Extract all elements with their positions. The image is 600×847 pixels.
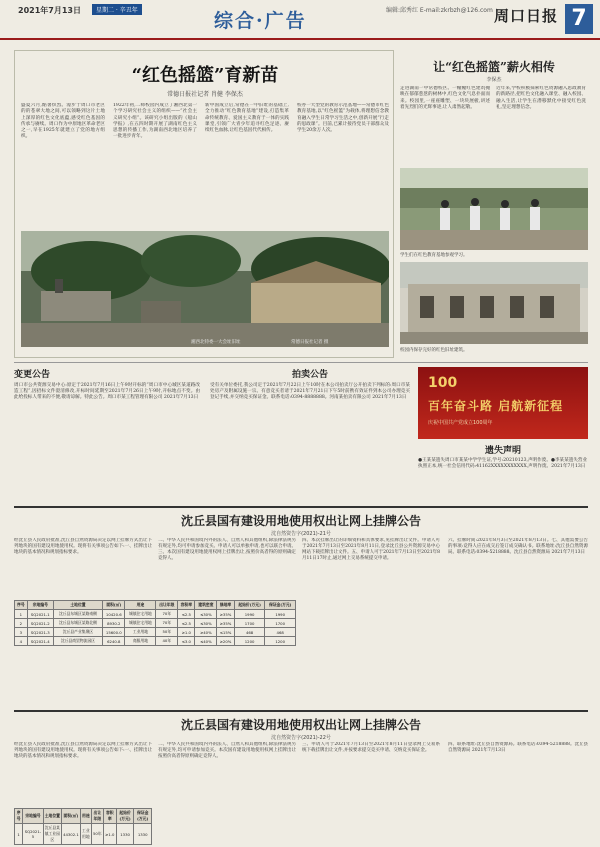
table-header-cell: 土地位置 xyxy=(43,809,61,824)
table-row xyxy=(15,824,152,845)
table-row xyxy=(15,628,296,637)
table-header-cell: 土地位置 xyxy=(53,601,102,610)
table-cell: ≤30% xyxy=(195,610,217,619)
announcement-2-contact: 四、联系地址:沈丘县自然资源局。联系电话:0394-5218888。沈丘县自然资源局 2021年7月13日 xyxy=(448,742,588,753)
weekday-badge: 星期二 · 辛丑年 xyxy=(92,4,142,15)
table-cell: 工业用地 xyxy=(125,628,156,637)
ad-title: 百年奋斗路 启航新征程 xyxy=(428,399,564,413)
table-cell: 1 xyxy=(15,610,28,619)
table-cell: 1200 xyxy=(234,637,265,646)
table-header-cell: 容积率 xyxy=(103,809,116,824)
announcement-1-intro: 经沈丘县人民政府批准,沈丘县自然资源局决定以网上挂牌方式出让下列地块的国有建设用地使用权。现将有关事项公告如下:一、挂牌出让地块的基本情况和规划指标要求。 xyxy=(14,538,152,555)
change-notice-title: 变更公告 xyxy=(14,370,51,380)
land-parcel-table-1 xyxy=(14,600,296,646)
feature-column-3: 新中国成立后,常德在一中旧址的基础上,全力推动“红色教育基地”建设,打造集革命传统教育、爱国主义教育于一体的实践课堂,引领广大青少年追寻红色足迹、赓续红色血脉,让红色基因代代相传。 xyxy=(205,103,289,134)
table-cell: 城镇住宅用地 xyxy=(125,610,156,619)
ad-number: 100 xyxy=(428,375,458,391)
table-cell: 50年 xyxy=(91,824,103,845)
announcement-1-rules: 二、中华人民共和国境内外的法人、自然人和其他组织,除法律法规另有规定外,均可申请参加竞买。申请人可以单独申请,也可以联合申请。三、本次国有建设用地使用权网上挂牌出让,按照价高者得的原则确定竞得人。 xyxy=(158,538,296,561)
table-cell: ≤2.5 xyxy=(178,610,195,619)
table-cell: ≥1.0 xyxy=(103,824,116,845)
land-auction-announcement-1 xyxy=(14,506,588,706)
table-header-cell: 起始价(万元) xyxy=(234,601,265,610)
table-cell: ≤30% xyxy=(195,619,217,628)
table-header-cell: 起始价(万元) xyxy=(116,809,134,824)
table-cell: 1990 xyxy=(265,610,296,619)
table-header-cell: 建筑密度 xyxy=(195,601,217,610)
table-cell: 沈丘县某镇工业园区 xyxy=(43,824,61,845)
table-cell: 50年 xyxy=(156,628,178,637)
loss-statement xyxy=(418,443,588,503)
announcement-2-rules: 二、中华人民共和国境内外的法人、自然人和其他组织,除法律法规另有规定外,均可申请参加竞买。本次国有建设用地使用权网上挂牌出让按照价高者得原则确定竞得人。 xyxy=(158,742,296,759)
announcement-1-table-wrap xyxy=(14,600,296,646)
announcement-2-intro: 经沈丘县人民政府批准,沈丘县自然资源局决定以网上挂牌方式出让下列地块的国有建设用地使用权。现将有关事项公告如下:一、挂牌出让地块的基本情况和规划指标要求。 xyxy=(14,742,152,759)
feature-column-1: 盛夏六月,酷暑炽烈。漫步于周口市老区的的苍翠大地之间,可以领略到这片土地上深厚的红色文化底蕴,感受红色基因的传承与赓续。周口作为中原地区革命老区之一,早在1925年就建立了党的地方组织。 xyxy=(21,103,105,140)
side-photo-building xyxy=(400,262,588,344)
feature-column-2: 1922年初,二师校园内成立了湘西北第一个学习研究社会主义的组织——“社会主义研究小组”。该研究小组出版的《船山学报》,在五四时期开展了湖南红色主义思想的传播工作,为湖南西北地区培养了一批进步青年。 xyxy=(113,103,197,140)
land-parcel-table-2 xyxy=(14,808,152,845)
page-number: 7 xyxy=(565,4,593,34)
announcement-2-number: 沈自然资告字(2021)-22号 xyxy=(271,735,331,741)
table-header-cell: 序号 xyxy=(15,809,23,824)
table-cell: 沈丘县商贸物流园区 xyxy=(53,637,102,646)
announcement-1-number: 沈自然资告字(2021)-21号 xyxy=(271,531,331,537)
feature-column-4: 校办一大型党的教育示范基地——常德市红色教育基地,以“红色摇篮”为载体,将理想信念教育融入学生日常学习生活之中,创新开展“行走的思政课”。目前,已累计接待党员干部群众及学生20余万人次。 xyxy=(297,103,389,134)
table-cell: 1330 xyxy=(134,824,152,845)
auction-notice-body: 受有关单位委托,我公司定于2021年7月22日上午10时在本公司拍卖厅公开拍卖下列标的:周口市某处房产及附属设施一宗。有意竞买者请于2021年7月21日下午5时前携有效证件到本公司办理竞买登记手续,并交纳竞买保证金。联系电话:0394-8888888。河南某拍卖有限公司 2021年7月13日 xyxy=(210,383,410,401)
table-cell: SQ2021-2 xyxy=(27,619,53,628)
table-cell: 1990 xyxy=(234,610,265,619)
table-row xyxy=(15,637,296,646)
main-feature-article xyxy=(14,50,394,358)
change-notice xyxy=(14,367,200,503)
side-photo-caption-2: 校园内保存完好的红色旧址建筑。 xyxy=(400,348,468,353)
table-cell: ≤3.0 xyxy=(178,637,195,646)
table-cell: ≤15% xyxy=(217,628,235,637)
table-cell: ≥1.0 xyxy=(178,628,195,637)
table-cell: 1700 xyxy=(265,619,296,628)
loss-statement-body: ●王某某遗失周口市某某中学学生证,学号:20210123,声明作废。●李某某遗失营业执照正本,统一社会信用代码:41162XXXXXXXXXXX,声明作废。2021年7月13日 xyxy=(418,458,588,470)
side-feature-intro: 走进湖南一中常德校区。一幢幢红色建筑掩映在郁郁葱葱的树林中,红色文化气息扑面而来。校园里,一座座雕塑、一块块展板,讲述着先烈们的光辉事迹,让人肃然起敬。 xyxy=(400,86,490,110)
side-feature-para: 近年来,学校积极探索红色资源融入思政教育的新路径,把红色文化融入课堂、融入校园、融入生活,让学生在潜移默化中接受红色洗礼,坚定理想信念。 xyxy=(496,86,586,110)
table-cell: 70年 xyxy=(156,619,178,628)
table-cell: ≥35% xyxy=(217,610,235,619)
table-cell: SQ2021-4 xyxy=(27,637,53,646)
side-feature-byline: 李保杰 xyxy=(486,77,502,83)
table-cell: 工业用地 xyxy=(80,824,91,845)
table-cell: SQ2021-5 xyxy=(23,824,43,845)
table-header-cell: 面积(㎡) xyxy=(62,809,81,824)
announcement-1-contact: 六、挂牌时间:2021年8月3日至2021年8月13日。七、其他需要公告的事项:竞得人应在成交后签订成交确认书。联系地址:沈丘县自然资源局。联系电话:0394-5218888。沈丘县自然资源局 2021年7月13日 xyxy=(448,538,588,555)
table-cell: 1330 xyxy=(116,824,134,845)
table-cell: ≥20% xyxy=(217,637,235,646)
table-cell: 2 xyxy=(15,619,28,628)
auction-notice xyxy=(210,367,410,503)
table-cell: 1 xyxy=(15,824,23,845)
table-cell: 商服用地 xyxy=(125,637,156,646)
table-header-cell: 宗地编号 xyxy=(23,809,43,824)
table-header-cell: 保证金(万元) xyxy=(134,809,152,824)
land-auction-announcement-2 xyxy=(14,710,588,843)
table-cell: 10420.6 xyxy=(103,610,125,619)
announcement-1-title: 沈丘县国有建设用地使用权出让网上挂牌公告 xyxy=(180,514,421,528)
table-cell: 沈丘县产业集聚区 xyxy=(53,628,102,637)
table-cell: 44302.1 xyxy=(62,824,81,845)
table-cell: 1200 xyxy=(265,637,296,646)
feature-photo-caption: 湘西北特委一大会址旧址 xyxy=(191,340,241,345)
table-row xyxy=(15,610,296,619)
table-cell: SQ2021-3 xyxy=(27,628,53,637)
auction-notice-title: 拍卖公告 xyxy=(291,370,328,380)
side-feature-article xyxy=(400,50,588,358)
table-cell: 468 xyxy=(234,628,265,637)
feature-photo-credit: 常德日报社记者 摄 xyxy=(291,340,329,345)
table-cell: 6240.8 xyxy=(103,637,125,646)
ad-subtitle: 庆祝中国共产党成立100周年 xyxy=(428,420,493,426)
change-notice-body: 周口市公共资源交易中心:原定于2021年7月16日上午9时开标的“周口市中心城区某道路改造工程”,因招标文件澄清修改,开标时间延期至2021年7月26日上午9时,开标地点不变。由此给投标人带来的不便,敬请谅解。特此公告。周口市某工程管理有限公司 2021年7月13日 xyxy=(14,383,200,401)
announcement-1-online: 四、本次挂牌出让的详细资料和具体要求,见挂牌出让文件。申请人可于2021年7月13日至2021年8月11日,登录沈丘县公共资源交易中心网站下载挂牌出让文件。五、申请人可于2021年7月13日至2021年8月11日17时止,通过网上交易系统提交申请。 xyxy=(302,538,440,561)
side-photo-caption-1: 学生们在红色教育基地参观学习。 xyxy=(400,253,468,258)
memorial-site-image xyxy=(21,231,389,347)
table-header-cell: 出让年限 xyxy=(156,601,178,610)
editor-info: 编辑:邱秀红 E-mail:zkrbzh@126.com xyxy=(386,7,493,14)
table-header-cell: 用途 xyxy=(80,809,91,824)
table-cell: ≥40% xyxy=(195,628,217,637)
table-cell: 70年 xyxy=(156,610,178,619)
table-cell: ≥35% xyxy=(217,619,235,628)
feature-title: “红色摇篮”育新苗 xyxy=(131,65,279,86)
centennial-advertisement xyxy=(418,367,588,439)
table-header-cell: 出让年限 xyxy=(91,809,103,824)
section-title: 综合·广告 xyxy=(214,10,307,32)
announcement-2-title: 沈丘县国有建设用地使用权出让网上挂牌公告 xyxy=(180,718,421,732)
table-header-cell: 面积(㎡) xyxy=(103,601,125,610)
table-cell: ≤40% xyxy=(195,637,217,646)
table-cell: SQ2021-1 xyxy=(27,610,53,619)
table-cell: ≤2.5 xyxy=(178,619,195,628)
table-cell: 468 xyxy=(265,628,296,637)
table-header-cell: 宗地编号 xyxy=(27,601,53,610)
side-photo-students xyxy=(400,168,588,250)
table-header-cell: 容积率 xyxy=(178,601,195,610)
announcement-2-online: 三、申请人可于2021年7月13日至2021年8月11日登录网上交易系统下载挂牌出让文件,并按要求提交竞买申请、交纳竞买保证金。 xyxy=(302,742,440,753)
table-cell: 8930.2 xyxy=(103,619,125,628)
loss-statement-title: 遗失声明 xyxy=(484,446,521,456)
table-header-cell: 用途 xyxy=(125,601,156,610)
table-cell: 沈丘县东城区某路北侧 xyxy=(53,619,102,628)
table-cell: 15600.0 xyxy=(103,628,125,637)
notices-row xyxy=(14,362,588,502)
students-image xyxy=(400,168,588,250)
table-row xyxy=(15,619,296,628)
table-header-cell: 保证金(万元) xyxy=(265,601,296,610)
table-header-cell: 绿地率 xyxy=(217,601,235,610)
table-header-cell: 序号 xyxy=(15,601,28,610)
side-feature-title: 让“红色摇篮”薪火相传 xyxy=(433,60,555,74)
table-cell: 4 xyxy=(15,637,28,646)
table-cell: 40年 xyxy=(156,637,178,646)
building-image xyxy=(400,262,588,344)
newspaper-logo: 周口日报 xyxy=(494,7,559,25)
table-cell: 1700 xyxy=(234,619,265,628)
issue-date: 2021年7月13日 xyxy=(18,6,81,15)
table-cell: 3 xyxy=(15,628,28,637)
feature-byline: 常德日报社记者 肖健 李保杰 xyxy=(167,91,243,98)
announcement-2-table-wrap xyxy=(14,808,152,845)
feature-photo xyxy=(21,231,389,347)
table-cell: 城镇住宅用地 xyxy=(125,619,156,628)
page-header xyxy=(0,0,600,40)
table-cell: 沈丘县东城区某路南侧 xyxy=(53,610,102,619)
